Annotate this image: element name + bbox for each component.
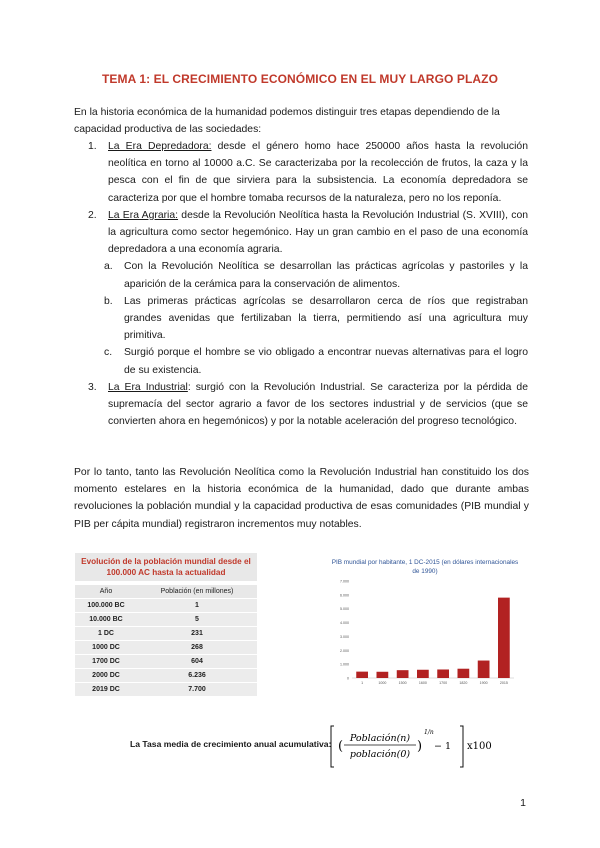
table-row bbox=[75, 669, 257, 682]
gdp-chart bbox=[330, 555, 520, 690]
point-letter: a. bbox=[104, 261, 113, 273]
point-text: Con la Revolución Neolítica se desarrollan las prácticas agrícolas y pastoriles y la aparición de la cerámica para la conservación de alimentos. bbox=[124, 261, 528, 290]
cell-population: 268 bbox=[191, 644, 203, 651]
stage-term: La Era Agraria: bbox=[108, 209, 179, 221]
point-text: Surgió porque el hombre se vio obligado a encontrar nuevas alternativas para el logro de su existencia. bbox=[124, 347, 528, 376]
x-tick-label: 1600 bbox=[418, 681, 427, 685]
page-number: 1 bbox=[520, 797, 526, 809]
open-paren: ( bbox=[338, 739, 344, 754]
stage-text: : surgió con la Revolución Industrial. Se caracteriza por la pérdida de supremacía del sector agrario a favor de los sectores industrial y de servicios (que se convierten ahora en hegemónicos) y por la notable aceleración del progreso tecnológico. bbox=[108, 381, 528, 428]
formula-math bbox=[330, 724, 510, 769]
formula-denominator: población(0) bbox=[349, 749, 411, 760]
stage-number: 3. bbox=[88, 381, 97, 393]
cell-population: 1 bbox=[195, 602, 199, 609]
cell-year: 2000 DC bbox=[92, 672, 120, 679]
x-tick-label: 1900 bbox=[479, 681, 488, 685]
y-tick-label: 2.000 bbox=[340, 648, 349, 653]
chart-bar bbox=[498, 598, 510, 678]
left-bracket bbox=[331, 726, 334, 767]
cell-year: 2019 DC bbox=[92, 686, 120, 693]
chart-bar bbox=[417, 670, 429, 678]
x-tick-label: 1820 bbox=[459, 681, 468, 685]
stage-term: La Era Depredadora: bbox=[108, 141, 212, 152]
formula-multiplier: x100 bbox=[467, 741, 492, 752]
stages-list bbox=[88, 138, 528, 430]
point-letter: b. bbox=[104, 295, 113, 307]
stage-term: La Era Industrial bbox=[108, 381, 188, 393]
point-text: Las primeras prácticas agrícolas se desarrollaron cerca de ríos que registraban grandes avenidas que fertilizaban la tierra, permitiendo así una agricultura muy primitiva. bbox=[124, 295, 528, 342]
chart-bar bbox=[458, 669, 470, 678]
y-tick-label: 3.000 bbox=[340, 634, 349, 639]
stage-text: desde el género homo hace 250000 años hasta la revolución neolítica en torno al 10000 a.C. Se caracterizaba por la recolección de frutos, la caza y la pesca con el fin de que sirviera para la subsistencia. La economía depredadora se caracteriza por que el hombre tomaba recursos de la naturaleza, pero no los reponía. bbox=[108, 141, 528, 204]
cell-year: 10.000 BC bbox=[89, 616, 123, 623]
y-tick-label: 7.000 bbox=[340, 579, 349, 584]
cell-population: 6.236 bbox=[188, 672, 206, 679]
stage-item-1 bbox=[88, 138, 528, 207]
close-paren: ) bbox=[417, 739, 423, 754]
agrarian-point-a bbox=[88, 258, 528, 292]
right-bracket bbox=[460, 726, 463, 767]
x-tick-label: 1 bbox=[361, 681, 364, 685]
population-table-header bbox=[75, 585, 257, 598]
y-tick-label: 0 bbox=[347, 676, 349, 681]
x-tick-label: 1500 bbox=[398, 681, 407, 685]
y-tick-label: 6.000 bbox=[340, 593, 349, 598]
cell-population: 5 bbox=[195, 616, 199, 623]
x-tick-label: 1000 bbox=[378, 681, 387, 685]
table-row bbox=[75, 627, 257, 640]
table-row bbox=[75, 655, 257, 668]
table-row bbox=[75, 613, 257, 626]
population-table-title: Evolución de la población mundial desde el 100.000 AC hasta la actualidad bbox=[75, 553, 257, 581]
table-row bbox=[75, 683, 257, 696]
cell-population: 7.700 bbox=[188, 686, 206, 693]
point-letter: c. bbox=[104, 347, 113, 359]
stage-number: 1. bbox=[88, 141, 97, 152]
formula-minus-one: − 1 bbox=[434, 741, 452, 752]
chart-bar bbox=[437, 669, 449, 678]
y-tick-label: 4.000 bbox=[340, 621, 349, 626]
x-tick-label: 2015 bbox=[499, 681, 508, 685]
table-row bbox=[75, 599, 257, 612]
cell-year: 100.000 BC bbox=[87, 602, 125, 609]
table-row bbox=[75, 641, 257, 654]
formula-label: La Tasa media de crecimiento anual acumulativa: bbox=[130, 739, 332, 749]
cell-year: 1700 DC bbox=[92, 658, 120, 665]
stage-item-2 bbox=[88, 207, 528, 259]
chart-title: PIB mundial por habitante, 1 DC-2015 (en dólares internacionales de 1990) bbox=[331, 559, 519, 575]
conclusion-paragraph: Por lo tanto, tanto las Revolución Neolítica como la Revolución Industrial han constituido los dos momento estelares en la historia económica de la humanidad, dado que durante ambas revoluciones la población mundial y la capacidad productiva de esas comunidades (PIB mundial y PIB per cápita mundial) registraron incrementos muy notables. bbox=[74, 467, 529, 530]
formula-exponent: 1/n bbox=[424, 729, 434, 736]
y-tick-label: 1.000 bbox=[340, 662, 349, 667]
column-header-year: Año bbox=[99, 588, 113, 595]
cell-year: 1000 DC bbox=[92, 644, 120, 651]
y-tick-label: 5.000 bbox=[340, 607, 349, 612]
agrarian-point-c bbox=[88, 344, 528, 378]
chart-bar bbox=[356, 672, 368, 678]
agrarian-point-b bbox=[88, 293, 528, 345]
stage-text: desde la Revolución Neolítica hasta la Revolución Industrial (S. XVIII), con la agricultura como sector hegemónico. Hay un gran cambio en el paso de una economía depredadora a una economía agraria. bbox=[108, 209, 528, 256]
cell-population: 604 bbox=[191, 658, 203, 665]
x-tick-label: 1700 bbox=[439, 681, 448, 685]
page-title: TEMA 1: EL CRECIMIENTO ECONÓMICO EN EL MUY LARGO PLAZO bbox=[101, 72, 499, 86]
stage-item-3 bbox=[88, 379, 528, 431]
cell-population: 231 bbox=[191, 630, 203, 637]
column-header-population: Población (en millones) bbox=[160, 588, 234, 595]
chart-bar bbox=[377, 672, 389, 678]
cell-year: 1 DC bbox=[98, 630, 114, 637]
chart-bar bbox=[397, 670, 409, 678]
chart-bar bbox=[478, 661, 490, 678]
intro-paragraph: En la historia económica de la humanidad podemos distinguir tres etapas dependiendo de la capacidad productiva de las sociedades: bbox=[74, 107, 500, 136]
population-table bbox=[75, 553, 257, 696]
formula-numerator: Población(n) bbox=[349, 733, 411, 744]
stage-number: 2. bbox=[88, 209, 97, 221]
